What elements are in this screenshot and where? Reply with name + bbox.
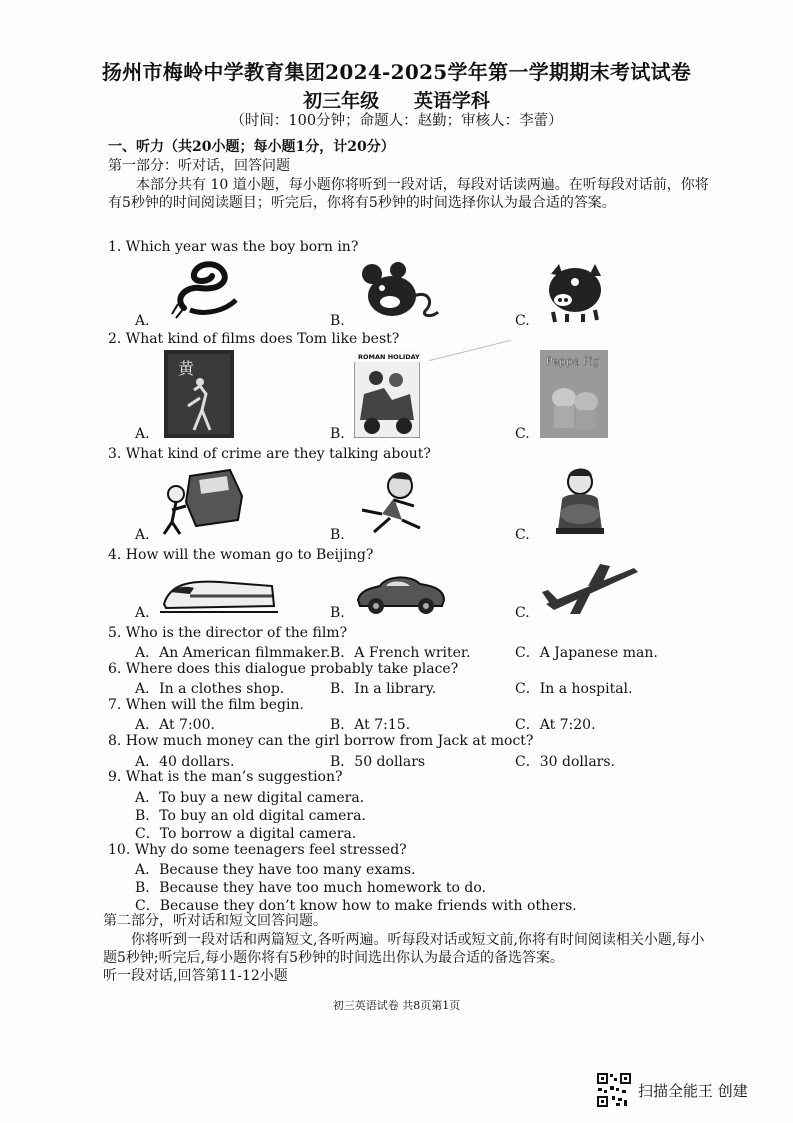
roman-holiday-poster-icon	[354, 350, 420, 438]
kungfu-poster-icon	[164, 350, 234, 438]
q6-option-b: B．In a library.	[330, 681, 437, 697]
svg-text:黄: 黄	[178, 359, 195, 378]
exam-title: 扬州市梅岭中学教育集团2024-2025学年第一学期期末考试试卷	[101, 60, 692, 84]
scanner-brand-text: 扫描全能王 创建	[638, 1081, 748, 1100]
scan-mark	[429, 340, 511, 361]
question-8: 8. How much money can the girl borrow from Jack at moct?	[108, 733, 534, 749]
grade-label: 初三年级	[303, 90, 380, 112]
sad-boy-icon	[548, 466, 612, 538]
q3-option-b: B.	[330, 527, 345, 543]
q4-option-a: A.	[135, 605, 150, 621]
question-9: 9. What is the man’s suggestion?	[108, 769, 343, 785]
q1-option-a: A.	[135, 313, 150, 329]
q4-option-b: B.	[330, 605, 345, 621]
section-heading: 一、听力（共20小题；每小题1分，计20分）	[108, 139, 395, 155]
q10-option-c: C．Because they don’t know how to make friends with others.	[135, 898, 577, 914]
q8-option-a: A．40 dollars.	[135, 754, 235, 770]
qr-code-icon	[596, 1072, 632, 1108]
q2-option-b: B.	[330, 426, 345, 442]
q2-option-c: C.	[515, 426, 530, 442]
q9-option-a: A．To buy a new digital camera.	[135, 790, 365, 806]
part2-subheading: 听一段对话,回答第11-12小题	[103, 968, 288, 984]
part2-intro: 你将听到一段对话和两篇短文,各听两遍。听每段对话或短文前,你将有时间阅读相关小题,每小题5秒钟;听完后,每小题你将有5秒钟的时间选出你认为最合适的备选答案。	[103, 932, 705, 966]
q7-option-a: A．At 7:00.	[135, 717, 215, 733]
part2-title: 第二部分，听对话和短文回答问题。	[103, 913, 327, 929]
q8-option-c: C．30 dollars.	[515, 754, 615, 770]
q7-option-b: B．At 7:15.	[330, 717, 411, 733]
q1-option-b: B.	[330, 313, 345, 329]
q6-option-c: C．In a hospital.	[515, 681, 633, 697]
question-1: 1. Which year was the boy born in?	[108, 239, 359, 255]
q10-option-b: B．Because they have too much homework to do.	[135, 880, 486, 896]
peppa-pig-poster-icon	[540, 350, 608, 438]
q5-option-a: A．An American filmmaker.	[135, 645, 331, 661]
part1-title: 第一部分：听对话，回答问题	[108, 158, 290, 174]
q3-option-a: A.	[135, 527, 150, 543]
peppa-pig-poster-title: Peppa Pig	[546, 355, 600, 368]
pig-icon	[545, 260, 607, 324]
exam-meta: （时间：100分钟；命题人：赵勤；审核人：李蕾）	[230, 113, 563, 129]
falling-boy-icon	[354, 470, 430, 536]
car-icon	[354, 568, 448, 618]
question-7: 7. When will the film begin.	[108, 697, 304, 713]
subject-label: 英语学科	[413, 90, 490, 112]
car-theft-icon	[160, 466, 246, 538]
airplane-icon	[540, 560, 640, 616]
question-10: 10. Why do some teenagers feel stressed?	[108, 842, 407, 858]
q5-option-c: C．A Japanese man.	[515, 645, 658, 661]
scanner-watermark	[596, 1072, 748, 1108]
q9-option-c: C．To borrow a digital camera.	[135, 826, 357, 842]
roman-holiday-poster-title: ROMAN HOLIDAY	[358, 353, 420, 361]
part1-intro: 本部分共有 10 道小题，每小题你将听到一段对话，每段对话读两遍。在听每段对话前，你将有5秒钟的时间阅读题目；听完后，你将有5秒钟的时间选择你认为最合适的答案。	[108, 177, 709, 211]
q9-option-b: B．To buy an old digital camera.	[135, 808, 366, 824]
mouse-icon	[358, 262, 440, 322]
q2-option-a: A.	[135, 426, 150, 442]
question-3: 3. What kind of crime are they talking about?	[108, 446, 431, 462]
question-6: 6. Where does this dialogue probably take place?	[108, 661, 459, 677]
q8-option-b: B．50 dollars	[330, 754, 426, 770]
q6-option-a: A．In a clothes shop.	[135, 681, 285, 697]
page-footer: 初三英语试卷 共8页第1页	[332, 999, 461, 1012]
q10-option-a: A．Because they have too many exams.	[135, 862, 416, 878]
q5-option-b: B．A French writer.	[330, 645, 471, 661]
snake-icon	[170, 258, 250, 320]
question-5: 5. Who is the director of the film?	[108, 625, 348, 641]
train-icon	[160, 574, 278, 614]
question-4: 4. How will the woman go to Beijing?	[108, 547, 374, 563]
question-2: 2. What kind of films does Tom like best?	[108, 331, 400, 347]
q3-option-c: C.	[515, 527, 530, 543]
q4-option-c: C.	[515, 605, 530, 621]
q1-option-c: C.	[515, 313, 530, 329]
q7-option-c: C．At 7:20.	[515, 717, 596, 733]
